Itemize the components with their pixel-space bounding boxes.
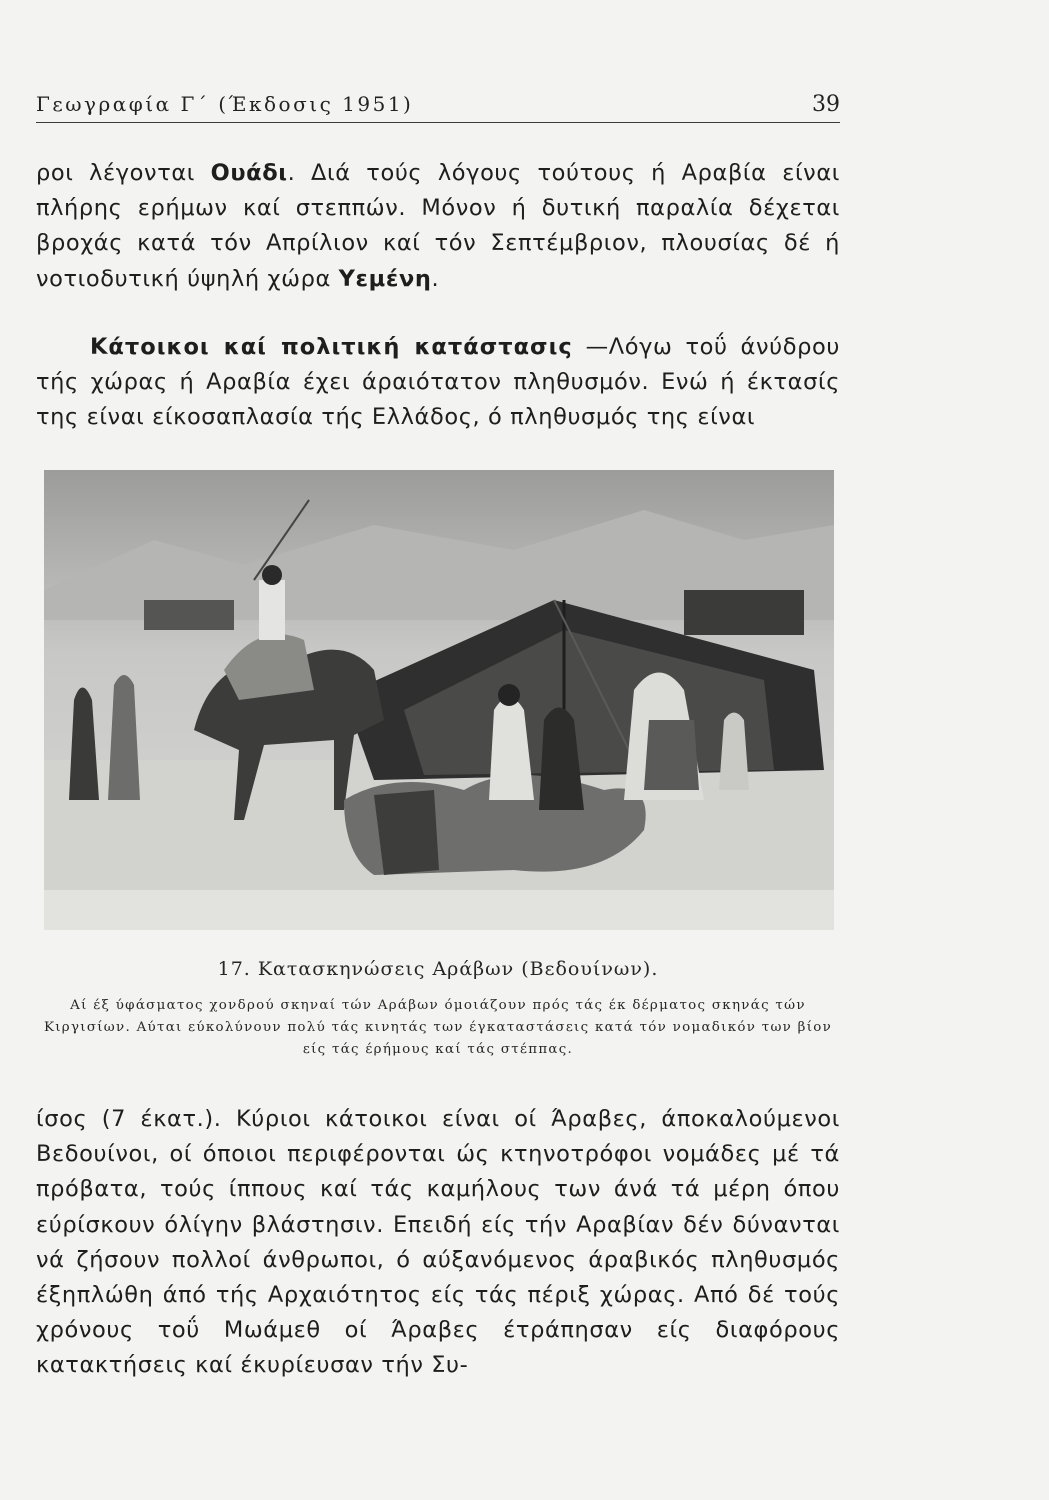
p2-text: —Λόγω τοΰ άνύδρου τής χώρας ή Αραβία έχει άραιότατον πληθυσμόν. Ενώ ή έκτασίς της είναι είκοσαπλασία τής Ελλάδος, ό πληθυσμός της είναι bbox=[36, 334, 841, 431]
page-number: 39 bbox=[812, 92, 840, 117]
paragraph-bedouins: ίσος (7 έκατ.). Κύριοι κάτοικοι είναι οί Άραβες, άποκαλούμενοι Βεδουίνοι, οί όποιοι περιφέρονται ώς κτηνοτρόφοι νομάδες μέ τά πρόβατα, τούς ίππους καί τάς καμήλους των άνά τά μέρη όπου εύρίσκουν όλίγην βλάστησιν. Επειδή είς τήν Αραβίαν δέν δύνανται νά ζήσουν πολλοί άνθρωποι, ό αύξανόμενος άραβικός πληθυσμός έξηπλώθη άπό τής Αρχαιότητος είς τάς πέριξ χώρας. Από δέ τούς χρόνους τοΰ Μωάμεθ οί Άραβες έτράπησαν είς διαφόρους κατακτήσεις καί έκυρίευσαν τήν Συ- bbox=[36, 1106, 840, 1379]
section-heading-inhabitants: Κάτοικοι καί πολιτική κατάστασις bbox=[90, 334, 573, 360]
paragraph-arabia-climate bbox=[36, 156, 840, 297]
bedouin-camp-photo bbox=[44, 470, 834, 930]
running-head-title: Γεωγραφία Γ΄ (Έκδοσις 1951) bbox=[36, 92, 414, 116]
figure-caption-title: 17. Κατασκηνώσεις Αράβων (Βεδουίνων). bbox=[217, 958, 659, 980]
running-head bbox=[36, 88, 840, 123]
term-yemen: Υεμένη bbox=[338, 265, 432, 292]
figure-caption-body: Αί έξ ύφάσματος χονδρού σκηναί τών Αράβων όμοιάζουν πρός τάς έκ δέρματος σκηνάς τών Κιργισίων. Αύται εύκολύνουν πολύ τάς κινητάς των έγκαταστάσεις κατά τόν νομαδικόν των βίον είς τάς έρήμους καί τάς στέππας. bbox=[43, 998, 833, 1057]
p1-text-start: ροι λέγονται bbox=[36, 160, 211, 186]
term-ouadi: Ουάδι bbox=[210, 160, 288, 186]
p1-text-middle: . Διά τούς λόγους τούτους ή Αραβία είναι πλήρης ερήμων καί στεππών. Μόνον ή δυτική παραλία δέχεται βροχάς κατά τόν Απρίλιον καί τόν Σεπτέμβριον, πλουσίας δέ ή νοτιοδυτική ύψηλή χώρα bbox=[36, 160, 840, 292]
paragraph-inhabitants bbox=[36, 330, 840, 436]
p1-text-end: . bbox=[431, 265, 440, 292]
